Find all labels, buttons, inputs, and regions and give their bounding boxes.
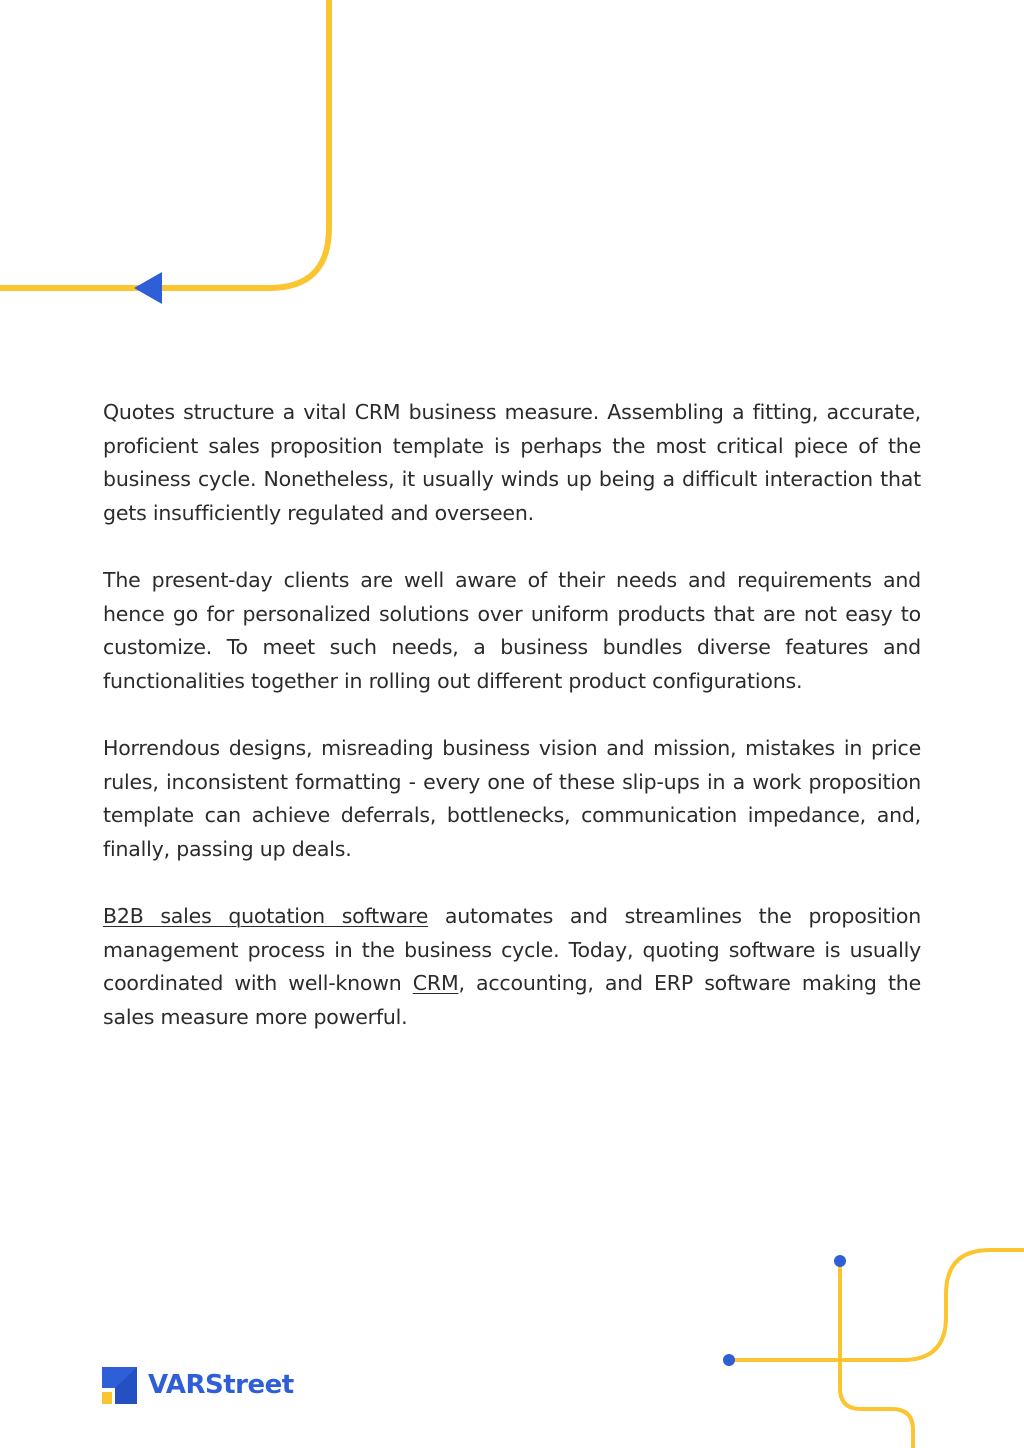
paragraph-4 — [103, 900, 921, 1034]
paragraph-4-text-b: , accounting, and ERP software making the sales measure more powerful. — [103, 971, 921, 1029]
article-body — [103, 396, 921, 1068]
paragraph-3: Horrendous designs, misreading business vision and mission, mistakes in price rules, inconsistent formatting - every one of these slip-ups in a work proposition template can achieve deferrals, bottlenecks, communication impedance, and, finally, passing up deals. — [103, 735, 921, 861]
left-arrow-icon — [134, 272, 162, 304]
varstreet-logo — [102, 1366, 294, 1404]
paragraph-1: Quotes structure a vital CRM business measure. Assembling a fitting, accurate, proficient sales proposition template is perhaps the most critical piece of the business cycle. Nonetheless, it usually winds up being a difficult interaction that gets insufficiently regulated and overseen. — [103, 400, 921, 525]
crm-link[interactable]: CRM — [412, 971, 459, 996]
paragraph-2: The present-day clients are well aware of their needs and requirements and hence go for personalized solutions over uniform products that are not easy to customize. To meet such needs, a business bundles diverse features and functionalities together in rolling out different product configurations. — [103, 567, 921, 693]
dot-left — [723, 1354, 735, 1366]
b2b-software-link[interactable]: B2B sales quotation software — [103, 903, 429, 928]
varstreet-logo-icon — [102, 1367, 137, 1404]
bottom-right-vertical-line — [840, 1261, 913, 1448]
logo-text: VARStreet — [148, 1370, 294, 1400]
top-left-curve-line — [0, 0, 329, 288]
dot-top — [834, 1255, 846, 1267]
bottom-right-curve-line — [729, 1250, 1024, 1360]
paragraph-4-text-a: automates and streamlines the proposition management process in the business cycle. Today, quoting software is usually coordinated with well-known — [103, 903, 921, 996]
